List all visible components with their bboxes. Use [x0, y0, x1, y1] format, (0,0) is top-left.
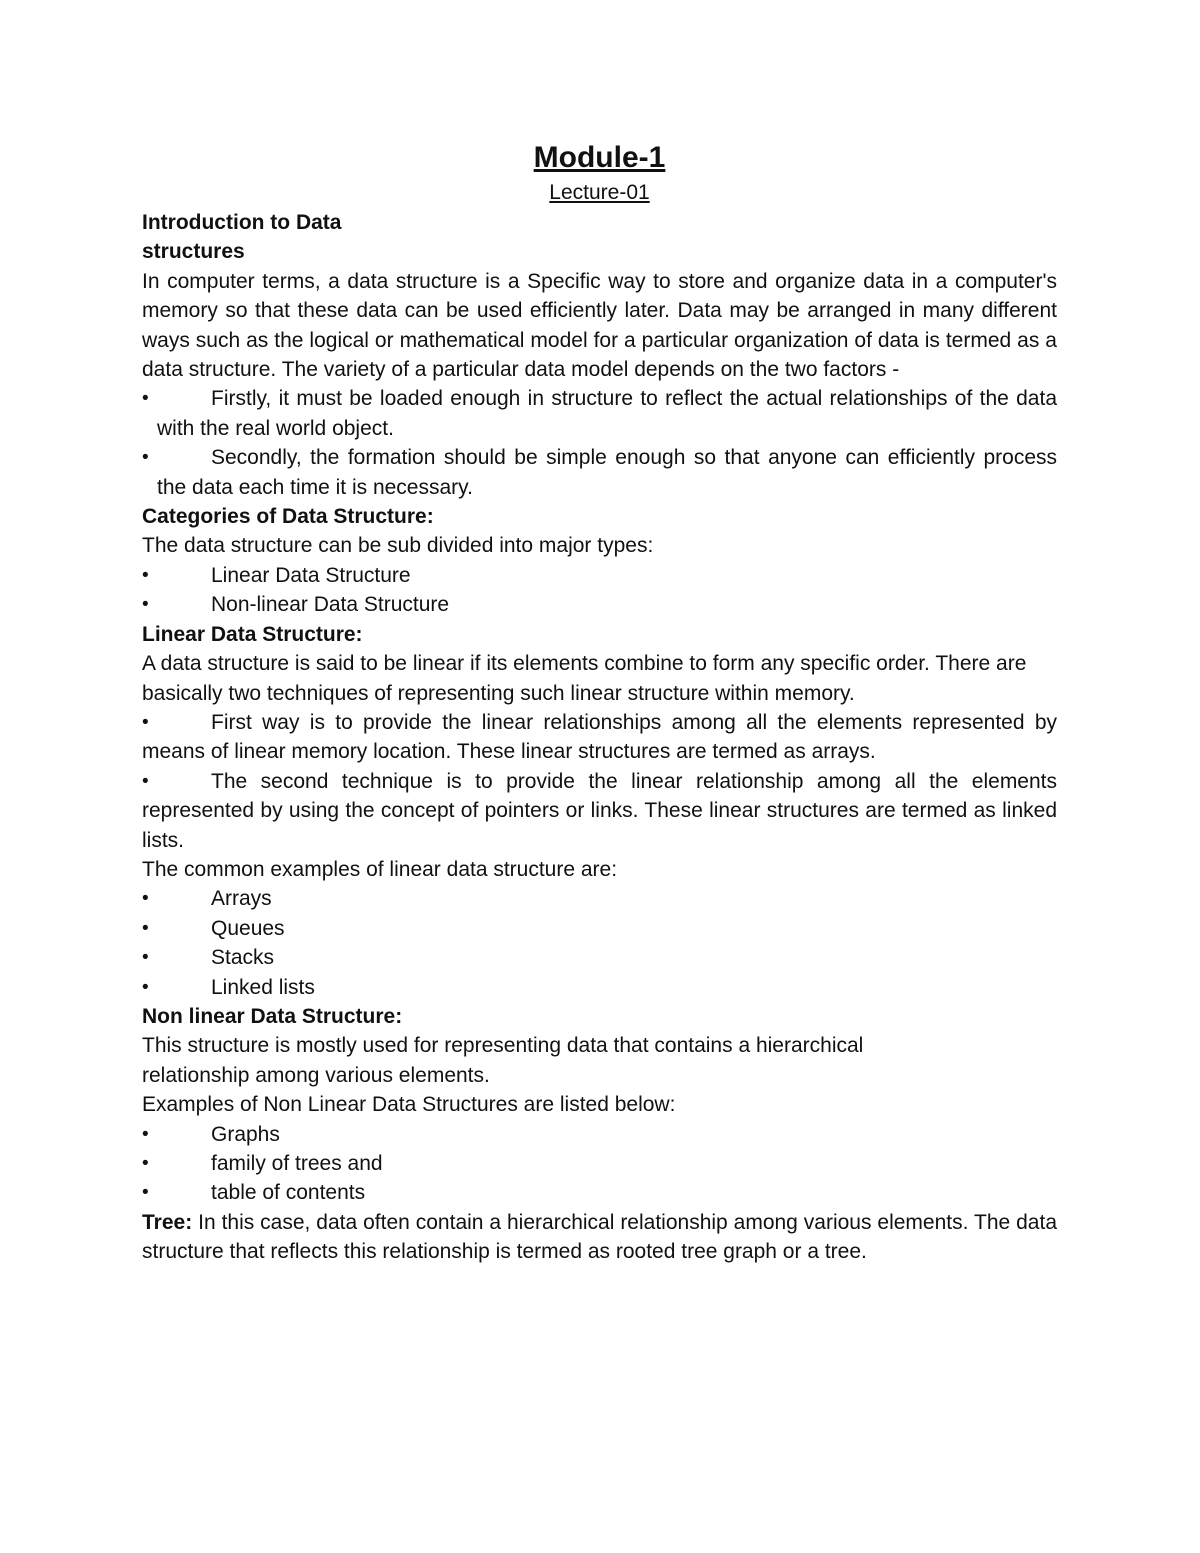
linear-example-2 — [142, 914, 1057, 943]
intro-heading-line1: Introduction to Data — [142, 211, 342, 234]
linear-heading: Linear Data Structure: — [142, 622, 363, 646]
bullet-text: table of contents — [211, 1181, 366, 1205]
bullet-text: First way is to provide the linear relationships among all the elements represented by means of linear memory location. These linear structures are termed as arrays. — [142, 710, 1057, 764]
bullet-text: Stacks — [211, 946, 275, 970]
intro-bullet-1 — [142, 384, 1057, 443]
bullet-text: Graphs — [211, 1122, 280, 1146]
bullet-dot: • — [142, 447, 149, 469]
intro-bullet-2 — [142, 443, 1057, 502]
bullet-dot: • — [142, 947, 149, 969]
bullet-text: Linear Data Structure — [211, 563, 411, 587]
intro-heading-line2: structures — [142, 240, 245, 264]
tree-paragraph — [142, 1208, 1057, 1267]
nonlinear-paragraph: This structure is mostly used for representing data that contains a hierarchical relationship among various elements. — [142, 1034, 864, 1087]
bullet-dot: • — [142, 770, 149, 792]
linear-paragraph: A data structure is said to be linear if its elements combine to form any specific order. There are basically two techniques of representing such linear structure within memory. — [142, 652, 1027, 705]
lecture-title: Lecture-01 — [549, 181, 650, 204]
nonlinear-example-1 — [142, 1120, 1057, 1149]
document-page — [142, 138, 1057, 1267]
bullet-dot: • — [142, 888, 149, 910]
nonlinear-example-2 — [142, 1149, 1057, 1178]
bullet-dot: • — [142, 564, 149, 586]
bullet-dot: • — [142, 976, 149, 998]
bullet-dot: • — [142, 1153, 149, 1174]
linear-example-1 — [142, 884, 1057, 913]
nonlinear-examples-intro: Examples of Non Linear Data Structures are listed below: — [142, 1093, 676, 1117]
bullet-text: family of trees and — [211, 1152, 383, 1175]
bullet-dot: • — [142, 711, 149, 733]
intro-heading — [142, 208, 382, 267]
module-title: Module-1 — [533, 141, 666, 174]
bullet-text: Non-linear Data Structure — [211, 593, 450, 617]
categories-bullet-2 — [142, 590, 1057, 619]
linear-example-4 — [142, 973, 1057, 1002]
bullet-text: Secondly, the formation should be simple enough so that anyone can efficiently process the data each time it is necessary. — [157, 446, 1057, 499]
linear-bullet-2 — [142, 767, 1057, 855]
categories-intro: The data structure can be sub divided into major types: — [142, 534, 654, 558]
categories-bullet-1 — [142, 561, 1057, 590]
tree-label: Tree: — [142, 1210, 193, 1234]
categories-heading: Categories of Data Structure: — [142, 505, 434, 529]
bullet-dot: • — [142, 917, 149, 939]
tree-text: In this case, data often contain a hierarchical relationship among various elements. The data structure that reflects this relationship is termed as rooted tree graph or a tree. — [142, 1210, 1057, 1264]
linear-example-3 — [142, 943, 1057, 972]
bullet-text: Firstly, it must be loaded enough in structure to reflect the actual relationships of the data with the real world object. — [157, 387, 1057, 440]
nonlinear-heading: Non linear Data Structure: — [142, 1004, 403, 1028]
bullet-dot: • — [142, 1182, 149, 1204]
bullet-text: Linked lists — [211, 975, 315, 999]
linear-examples-intro: The common examples of linear data structure are: — [142, 857, 618, 881]
bullet-dot: • — [142, 594, 149, 616]
bullet-text: Arrays — [211, 887, 272, 911]
nonlinear-example-3 — [142, 1178, 1057, 1207]
bullet-dot: • — [142, 388, 149, 410]
intro-paragraph: In computer terms, a data structure is a Specific way to store and organize data in a computer's memory so that these data can be used efficiently later. Data may be arranged in many different ways such as the logical or mathematical model for a particular organization of data is termed as a data structure. The variety of a particular data model depends on the two factors - — [142, 269, 1057, 382]
bullet-text: Queues — [211, 916, 285, 940]
bullet-text: The second technique is to provide the linear relationship among all the elements represented by using the concept of pointers or links. These linear structures are termed as linked lists. — [142, 769, 1057, 852]
linear-bullet-1 — [142, 708, 1057, 767]
bullet-dot: • — [142, 1123, 149, 1145]
